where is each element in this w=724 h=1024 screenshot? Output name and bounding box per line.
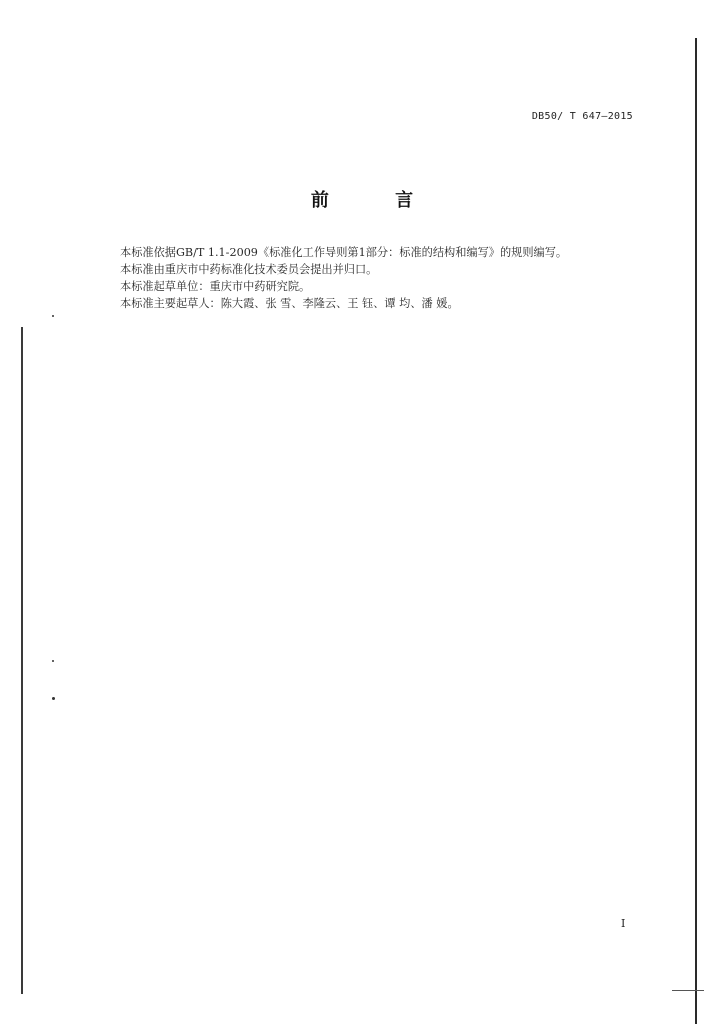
page-title: 前 言 [310,190,444,211]
standard-code: DB50/ T 647—2015 [531,111,633,122]
scan-edge-line-left [21,327,23,994]
scan-mark [672,990,704,991]
foreword-body [120,244,640,312]
paragraph-drafters: 本标准主要起草人：陈大霞、张 雪、李隆云、王 钰、谭 均、潘 媛。 [120,297,459,310]
paragraph-proposer: 本标准由重庆市中药标准化技术委员会提出并归口。 [120,263,378,276]
scan-speck [52,315,54,317]
paragraph-drafting-unit: 本标准起草单位：重庆市中药研究院。 [120,280,311,293]
paragraph-drafting-rules: 本标准依据GB/T 1.1-2009《标准化工作导则第1部分：标准的结构和编写》的规则编写。 [120,246,568,259]
scan-speck [52,697,55,700]
page-number: I [621,917,626,930]
scan-speck [52,660,54,662]
